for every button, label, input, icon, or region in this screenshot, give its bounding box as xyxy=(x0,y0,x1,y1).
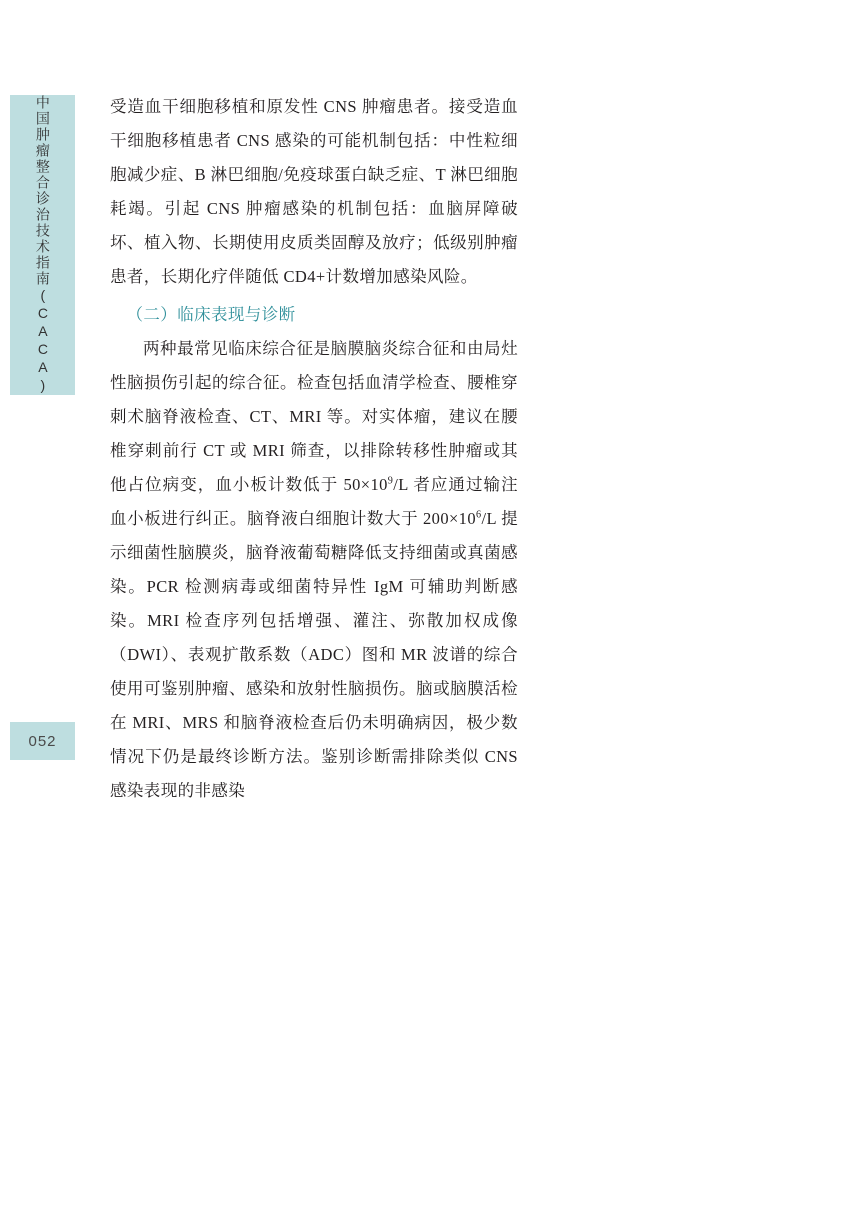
paragraph-2-superscript-1: 9 xyxy=(387,475,394,487)
paragraph-2-superscript-2: 6 xyxy=(475,509,482,521)
section-heading: （二）临床表现与诊断 xyxy=(126,306,296,324)
sidebar-title-tab xyxy=(10,95,75,395)
page-number-block xyxy=(10,722,75,760)
paragraph-2-segment-1: 两种最常见临床综合征是脑膜脑炎综合征和由局灶性脑损伤引起的综合征。检查包括血清学检查、腰椎穿刺术脑脊液检查、CT、MRI 等。对实体瘤，建议在腰椎穿刺前行 CT 或 MRI 筛查，以排除转移性肿瘤或其他占位病变，血小板计数低于 50×10 xyxy=(110,339,518,494)
body-paragraph-1: 受造血干细胞移植和原发性 CNS 肿瘤患者。接受造血干细胞移植患者 CNS 感染的可能机制包括：中性粒细胞减少症、B 淋巴细胞/免疫球蛋白缺乏症、T 淋巴细胞耗竭。引起 CNS 肿瘤感染的机制包括：血脑屏障破坏、植入物、长期使用皮质类固醇及放疗；低级别肿瘤患者，长期化疗伴随低 CD4+计数增加感染风险。 xyxy=(110,97,518,286)
paragraph-2-segment-2: /L 者应通过输注血小板进行纠正。脑脊液白细胞计数大于 200×10 xyxy=(110,475,519,528)
body-paragraph-2 xyxy=(110,332,518,808)
sidebar-vertical-title: 中国肿瘤整合诊治技术指南(CACA) xyxy=(34,95,51,395)
page-number: 052 xyxy=(28,732,57,750)
main-text-column xyxy=(110,90,518,808)
paragraph-2-segment-3: /L 提示细菌性脑膜炎，脑脊液葡萄糖降低支持细菌或真菌感染。PCR 检测病毒或细菌特异性 IgM 可辅助判断感染。MRI 检查序列包括增强、灌注、弥散加权成像（DWI）、表观扩散系数（ADC）图和 MR 波谱的综合使用可鉴别肿瘤、感染和放射性脑损伤。脑或脑膜活检在 MRI、MRS 和脑脊液检查后仍未明确病因，极少数情况下仍是最终诊断方法。鉴别诊断需排除类似 CNS 感染表现的非感染 xyxy=(110,509,519,800)
